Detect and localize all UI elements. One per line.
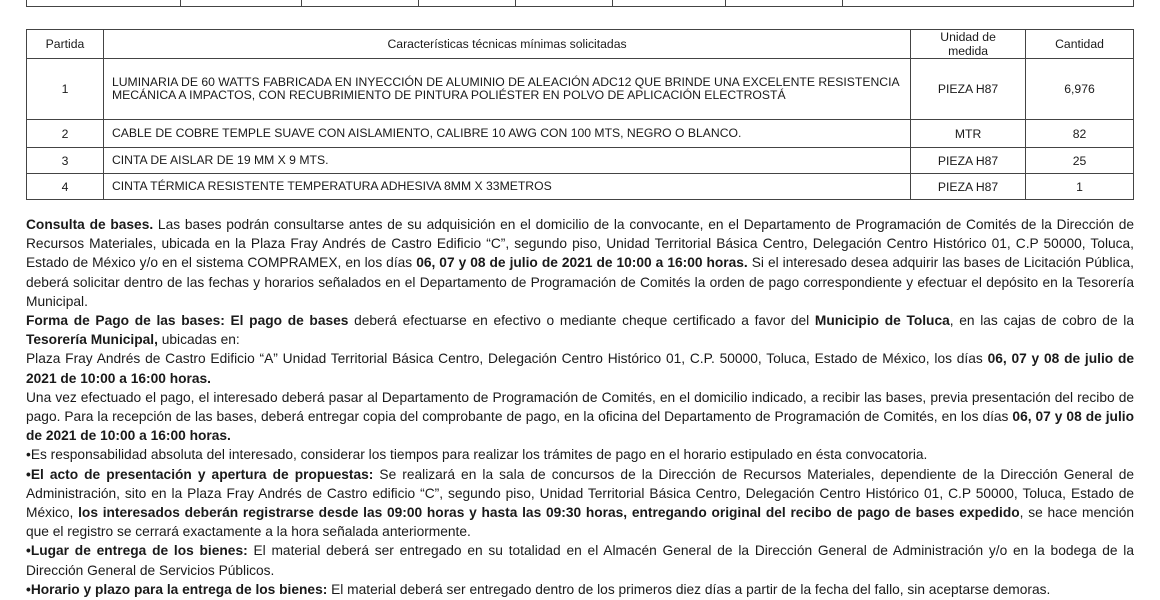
paragraph-forma-pago — [26, 311, 1134, 349]
bold-registro: los interesados deberán registrarse desde las 09:00 horas y hasta las 09:30 horas, entregando original del recibo de pago de bases expedido — [78, 505, 1020, 521]
cell-unidad: MTR — [911, 120, 1026, 148]
table-cell — [726, 0, 843, 7]
text-span: Las bases podrán consultarse antes de su adquisición en el domicilio de la convocante, en el Departamento de Programación de Comités de la Dirección de Recursos Materiales, ubicada en la Plaza Fray Andrés de Castro Edificio “C”, segundo piso, Unidad Territorial Básica Centro, Delegación Centro Histórico 01, C.P 50000, Toluca, Estado de México y/o en el sistema COMPRAMEX, en los días — [26, 217, 1134, 271]
cell-descripcion: CINTA DE AISLAR DE 19 MM X 9 MTS. — [103, 148, 910, 174]
heading-consulta-bases: Consulta de bases. — [26, 217, 154, 232]
paragraph-ubicacion-cajas — [26, 349, 1134, 387]
text-span: deberá efectuarse en efectivo o mediante cheque certificado a favor del — [348, 313, 815, 329]
bold-tesoreria: Tesorería Municipal, — [26, 332, 158, 348]
bold-dates: 06, 07 y 08 de julio de 2021 de 10:00 a 16:00 horas. — [26, 409, 1134, 444]
table-cell — [843, 0, 1134, 7]
bold-dates: 06, 07 y 08 de julio de 2021 de 10:00 a 16:00 horas. — [416, 255, 748, 271]
table-row — [27, 120, 1134, 148]
table-row — [27, 174, 1134, 200]
header-cantidad: Cantidad — [1026, 30, 1134, 59]
text-span: ubicadas en: — [157, 332, 240, 348]
heading-forma-pago: Forma de Pago de las bases: El pago de bases — [26, 313, 349, 329]
table-cell — [419, 0, 516, 7]
header-caracteristicas: Características técnicas mínimas solicitadas — [103, 30, 910, 59]
text-span: Una vez efectuado el pago, el interesado deberá pasar al Departamento de Programación de Comités, en el domicilio indicado, a recibir las bases, previa presentación del recibo de pago. Para la recepción de las bases, deberá entregar copia del comprobante de pago, en la oficina del Departamento de Programación de Comités, en los días — [26, 389, 1134, 425]
header-partida: Partida — [27, 30, 104, 59]
heading-lugar-entrega: •Lugar de entrega de los bienes: — [26, 543, 248, 559]
cell-unidad: PIEZA H87 — [911, 174, 1026, 200]
cell-partida: 4 — [27, 174, 104, 200]
paragraph-responsabilidad — [26, 445, 1134, 464]
text-span: Se realizará en la sala de concursos de la Dirección de Recursos Materiales, dependiente de la Dirección General de Administración, sito en la Plaza Fray Andrés de Castro edificio “C”, segundo piso, Unidad Territorial Básica Centro, Delegación Centro Histórico 01, C.P 50000, Toluca, Estado de México, — [26, 466, 1134, 521]
table-row — [27, 148, 1134, 174]
table-cell — [302, 0, 419, 7]
heading-acto-presentacion: •El acto de presentación y apertura de propuestas: — [26, 466, 374, 482]
table-cell — [181, 0, 302, 7]
cell-cantidad: 25 — [1026, 148, 1134, 174]
text-span: El material deberá ser entregado dentro de los primeros diez días a partir de la fecha del fallo, sin aceptarse demoras. — [327, 581, 1051, 597]
heading-horario-plazo: •Horario y plazo para la entrega de los bienes: — [26, 581, 328, 597]
cell-cantidad: 82 — [1026, 120, 1134, 148]
cell-cantidad: 6,976 — [1026, 59, 1134, 120]
text-span: •Es responsabilidad absoluta del interesado, considerar los tiempos para realizar los trámites de pago en el horario estipulado en ésta convocatoria. — [26, 447, 928, 463]
cell-partida: 3 — [27, 148, 104, 174]
text-span: Plaza Fray Andrés de Castro Edificio “A” Unidad Territorial Básica Centro, Delegación Centro Histórico 01, C.P. 50000, Toluca, Estado de México, los días — [26, 351, 988, 367]
table-cell — [27, 0, 181, 7]
paragraph-horario-plazo — [26, 580, 1134, 599]
cell-partida: 2 — [27, 120, 104, 148]
cell-unidad: PIEZA H87 — [911, 148, 1026, 174]
bold-municipio: Municipio de Toluca — [814, 313, 950, 329]
table-row — [27, 59, 1134, 120]
convocatoria-text — [26, 215, 1134, 599]
cell-descripcion: CINTA TÉRMICA RESISTENTE TEMPERATURA ADHESIVA 8MM X 33METROS — [103, 174, 910, 200]
cell-unidad: PIEZA H87 — [911, 59, 1026, 120]
paragraph-recepcion-bases — [26, 388, 1134, 446]
text-span: , en las cajas de cobro de la — [949, 313, 1134, 329]
text-span: Si el interesado desea adquirir las bases de Licitación Pública, deberá solicitar dentro de las fechas y horarios señalados en el Departamento de Programación de Comités la orden de pago correspondiente y efectuar el depósito en la Tesorería Municipal. — [26, 255, 1134, 309]
table-cell — [613, 0, 726, 7]
paragraph-lugar-entrega — [26, 541, 1134, 579]
paragraph-consulta-bases — [26, 215, 1134, 311]
cell-cantidad: 1 — [1026, 174, 1134, 200]
text-span: El material deberá ser entregado en su totalidad en el Almacén General de la Dirección General de Administración y/o en la bodega de la Dirección General de Servicios Públicos. — [26, 543, 1134, 578]
bold-dates: 06, 07 y 08 de julio de 2021 de 10:00 a 16:00 horas. — [26, 351, 1134, 386]
table-cell — [516, 0, 613, 7]
cell-partida: 1 — [27, 59, 104, 120]
text-span: , se hace mención que el registro se cerrará exactamente a la hora señalada anteriormente. — [26, 505, 1134, 540]
header-unidad: Unidad de medida — [911, 30, 1026, 59]
cell-descripcion: CABLE DE COBRE TEMPLE SUAVE CON AISLAMIENTO, CALIBRE 10 AWG CON 100 MTS, NEGRO O BLANCO. — [103, 120, 910, 148]
cell-descripcion: LUMINARIA DE 60 WATTS FABRICADA EN INYECCIÓN DE ALUMINIO DE ALEACIÓN ADC12 QUE BRINDE UNA EXCELENTE RESISTENCIA MECÁNICA A IMPACTOS, CON RECUBRIMIENTO DE PINTURA POLIÉSTER EN POLVO DE APLICACIÓN ELECTROSTÁ — [103, 59, 910, 120]
previous-table-fragment — [26, 0, 1134, 7]
paragraph-acto-presentacion — [26, 465, 1134, 542]
table-header-row — [27, 30, 1134, 59]
items-table — [26, 29, 1134, 200]
